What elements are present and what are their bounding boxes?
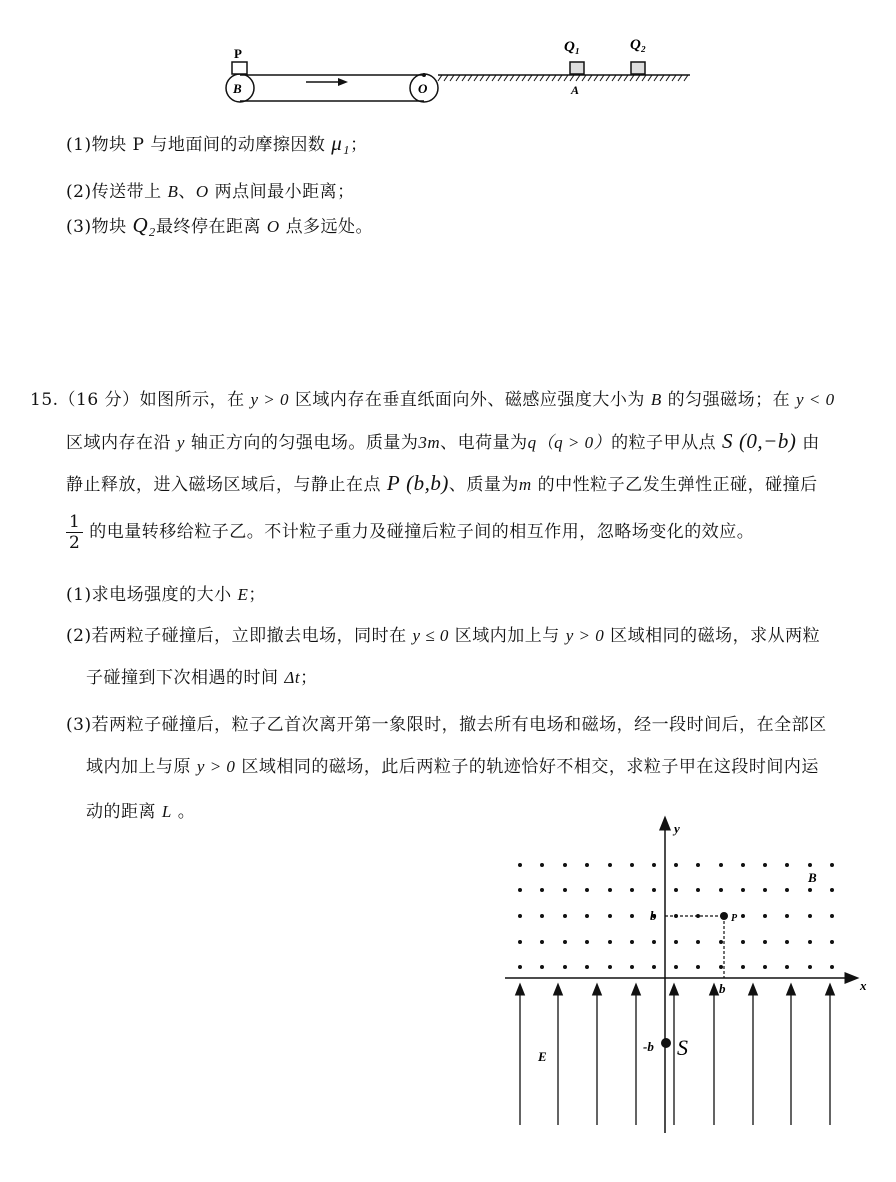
field-dot xyxy=(830,888,834,892)
label-O: O xyxy=(418,81,428,96)
subquestion-2-line1: (2)若两粒子碰撞后，立即撤去电场，同时在 y ≤ 0 区域内加上与 y > 0 区域相同的磁场，求从两粒 xyxy=(66,626,821,646)
field-dot xyxy=(540,863,544,867)
field-dot xyxy=(674,940,678,944)
field-dot xyxy=(808,888,812,892)
field-dot xyxy=(674,965,678,969)
subquestion-3-line3: 动的距离 L 。 xyxy=(86,802,196,822)
label-P-point: P xyxy=(731,913,738,924)
field-dot xyxy=(585,940,589,944)
field-dot xyxy=(763,888,767,892)
field-dot xyxy=(741,965,745,969)
label-neg-b: -b xyxy=(643,1039,654,1054)
field-dot xyxy=(540,965,544,969)
field-dot xyxy=(608,914,612,918)
field-dot xyxy=(785,965,789,969)
field-dot xyxy=(830,940,834,944)
field-dot xyxy=(763,940,767,944)
prev-question-3: (3)物块 Q₂最终停在距离 O 点多远处。 xyxy=(66,213,374,237)
field-dot xyxy=(808,965,812,969)
fraction-one-half: $\frac{1}{2}$ xyxy=(66,512,83,553)
field-dot xyxy=(830,863,834,867)
field-dot xyxy=(785,888,789,892)
field-dot xyxy=(608,863,612,867)
label-P: P xyxy=(234,46,242,61)
problem15-line2: 区域内存在沿 y 轴正方向的匀强电场。质量为3m、电荷量为q（q > 0）的粒子甲从点 S (0,−b) 由 xyxy=(66,429,820,453)
electric-field-arrows xyxy=(520,989,830,1125)
prev-question-2: (2)传送带上 B、O 两点间最小距离； xyxy=(66,182,355,202)
field-dot xyxy=(674,863,678,867)
problem15-line1: 15.（16 分）如图所示，在 y > 0 区域内存在垂直纸面向外、磁感应强度大小为 B 的匀强磁场；在 y < 0 xyxy=(30,390,835,410)
field-dot xyxy=(608,888,612,892)
ground-hatching xyxy=(438,75,688,81)
field-dot xyxy=(719,888,723,892)
block-Q1 xyxy=(570,62,584,74)
field-dot xyxy=(719,940,723,944)
field-dot xyxy=(518,940,522,944)
field-dot xyxy=(518,914,522,918)
problem15-line4: $\frac{1}{2}$ 的电量转移给粒子乙。不计粒子重力及碰撞后粒子间的相互作用，忽略场变化的效应。 xyxy=(66,512,754,553)
field-dot xyxy=(674,888,678,892)
field-figure xyxy=(490,815,880,1145)
subquestion-2-line2: 子碰撞到下次相遇的时间 Δt； xyxy=(86,668,318,688)
label-b-x: b xyxy=(719,981,726,996)
field-dot xyxy=(696,965,700,969)
field-dot xyxy=(652,940,656,944)
point-S xyxy=(661,1038,671,1048)
prev-question-1: (1)物块 P 与地面间的动摩擦因数 μ₁； xyxy=(66,131,368,155)
field-dot xyxy=(763,965,767,969)
point-P xyxy=(720,912,728,920)
field-dot xyxy=(518,888,522,892)
label-B: B xyxy=(233,81,242,96)
subquestion-3-line2: 域内加上与原 y > 0 区域相同的磁场，此后两粒子的轨迹恰好不相交，求粒子甲在这段时间内运 xyxy=(86,757,819,777)
field-dot xyxy=(608,965,612,969)
block-Q2 xyxy=(631,62,645,74)
field-dot xyxy=(808,863,812,867)
label-Q2: Q₂ xyxy=(630,37,647,53)
field-dot xyxy=(563,888,567,892)
field-dot xyxy=(630,914,634,918)
field-dot xyxy=(608,940,612,944)
field-dot xyxy=(830,914,834,918)
field-dot xyxy=(808,940,812,944)
field-dot xyxy=(585,914,589,918)
field-dot xyxy=(808,914,812,918)
field-dot xyxy=(763,914,767,918)
field-dot xyxy=(785,940,789,944)
field-dot xyxy=(585,863,589,867)
field-dot xyxy=(696,888,700,892)
field-dot xyxy=(785,914,789,918)
field-dot xyxy=(563,965,567,969)
field-dot xyxy=(518,863,522,867)
field-dot xyxy=(741,914,745,918)
field-dot xyxy=(741,863,745,867)
axis-label-y: y xyxy=(674,821,680,836)
block-P xyxy=(232,62,247,74)
label-Q1: Q₁ xyxy=(564,39,581,55)
field-dot xyxy=(563,863,567,867)
field-dot xyxy=(652,965,656,969)
field-dot xyxy=(785,863,789,867)
field-dot xyxy=(652,888,656,892)
subquestion-3-line1: (3)若两粒子碰撞后，粒子乙首次离开第一象限时，撤去所有电场和磁场，经一段时间后，在全部区 xyxy=(66,715,827,735)
field-dot xyxy=(563,914,567,918)
problem15-line3: 静止释放，进入磁场区域后，与静止在点 P (b,b)、质量为m 的中性粒子乙发生弹性正碰，碰撞后 xyxy=(66,471,818,495)
subquestion-1: (1)求电场强度的大小 E； xyxy=(66,585,266,605)
label-A: A xyxy=(571,83,580,97)
field-dot xyxy=(540,940,544,944)
label-E: E xyxy=(538,1049,547,1064)
field-dot xyxy=(585,888,589,892)
field-dot xyxy=(719,863,723,867)
field-dot xyxy=(630,940,634,944)
field-dot xyxy=(741,888,745,892)
field-dot xyxy=(585,965,589,969)
field-dot xyxy=(696,863,700,867)
field-dot xyxy=(696,940,700,944)
field-dot xyxy=(830,965,834,969)
field-dot xyxy=(630,965,634,969)
field-dot xyxy=(652,863,656,867)
conveyor-figure xyxy=(0,0,896,110)
field-dot xyxy=(630,888,634,892)
label-B-field: B xyxy=(808,870,817,885)
field-dot xyxy=(741,940,745,944)
field-dot xyxy=(540,888,544,892)
axis-label-x: x xyxy=(860,978,867,993)
field-dot xyxy=(540,914,544,918)
field-dot xyxy=(518,965,522,969)
field-dot xyxy=(719,965,723,969)
label-S: S xyxy=(677,1035,688,1060)
field-dot xyxy=(563,940,567,944)
field-dot xyxy=(763,863,767,867)
label-b-y: b xyxy=(650,908,657,923)
field-dot xyxy=(630,863,634,867)
